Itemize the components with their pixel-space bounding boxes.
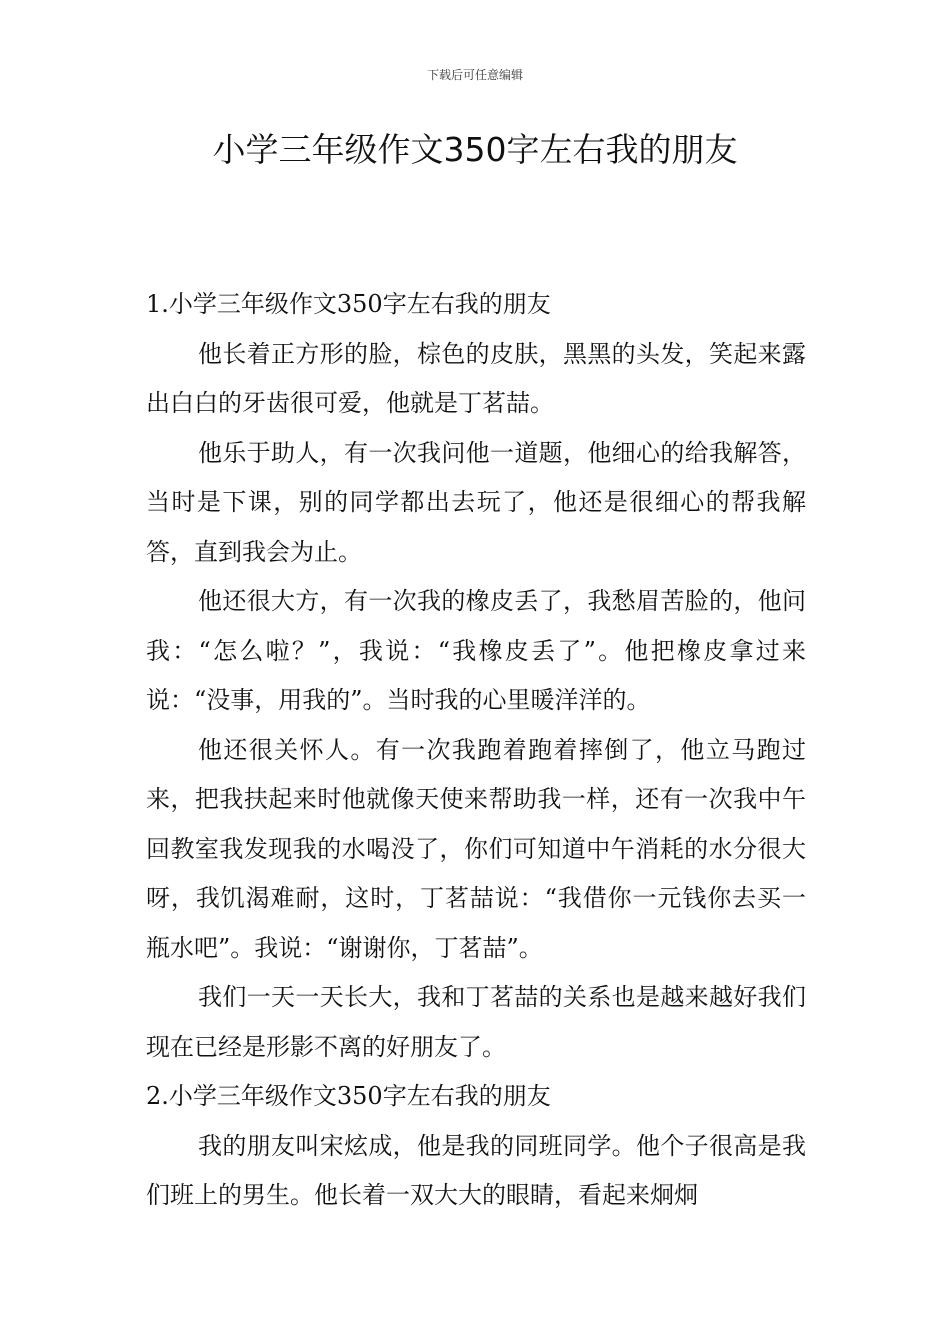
paragraph: 我们一天一天长大，我和丁茗喆的关系也是越来越好我们现在已经是形影不离的好朋友了。 bbox=[146, 983, 806, 1061]
section-heading: 1.小学三年级作文350字左右我的朋友 bbox=[146, 290, 551, 318]
paragraph: 他还很大方，有一次我的橡皮丢了，我愁眉苦脸的，他问我：“怎么啦？”，我说：“我橡皮丢了”。他把橡皮拿过来说：“没事，用我的”。当时我的心里暖洋洋的。 bbox=[146, 587, 806, 714]
header-note: 下载后可任意编辑 bbox=[426, 68, 523, 82]
document-body bbox=[146, 280, 806, 1221]
section-2 bbox=[146, 1072, 806, 1221]
paragraph: 我的朋友叫宋炫成，他是我的同班同学。他个子很高是我们班上的男生。他长着一双大大的眼睛，看起来炯炯 bbox=[146, 1131, 806, 1209]
paragraph: 他还很关怀人。有一次我跑着跑着摔倒了，他立马跑过来，把我扶起来时他就像天使来帮助我一样，还有一次我中午回教室我发现我的水喝没了，你们可知道中午消耗的水分很大呀，我饥渴难耐，这时，丁茗喆说：“我借你一元钱你去买一瓶水吧”。我说：“谢谢你，丁茗喆”。 bbox=[146, 735, 806, 962]
paragraph: 他乐于助人，有一次我问他一道题，他细心的给我解答，当时是下课，别的同学都出去玩了，他还是很细心的帮我解答，直到我会为止。 bbox=[146, 438, 806, 566]
paragraph: 他长着正方形的脸，棕色的皮肤，黑黑的头发，笑起来露出白白的牙齿很可爱，他就是丁茗喆。 bbox=[146, 339, 806, 417]
section-1 bbox=[146, 280, 806, 1072]
document-title: 小学三年级作文350字左右我的朋友 bbox=[212, 130, 738, 169]
section-heading: 2.小学三年级作文350字左右我的朋友 bbox=[146, 1082, 551, 1110]
